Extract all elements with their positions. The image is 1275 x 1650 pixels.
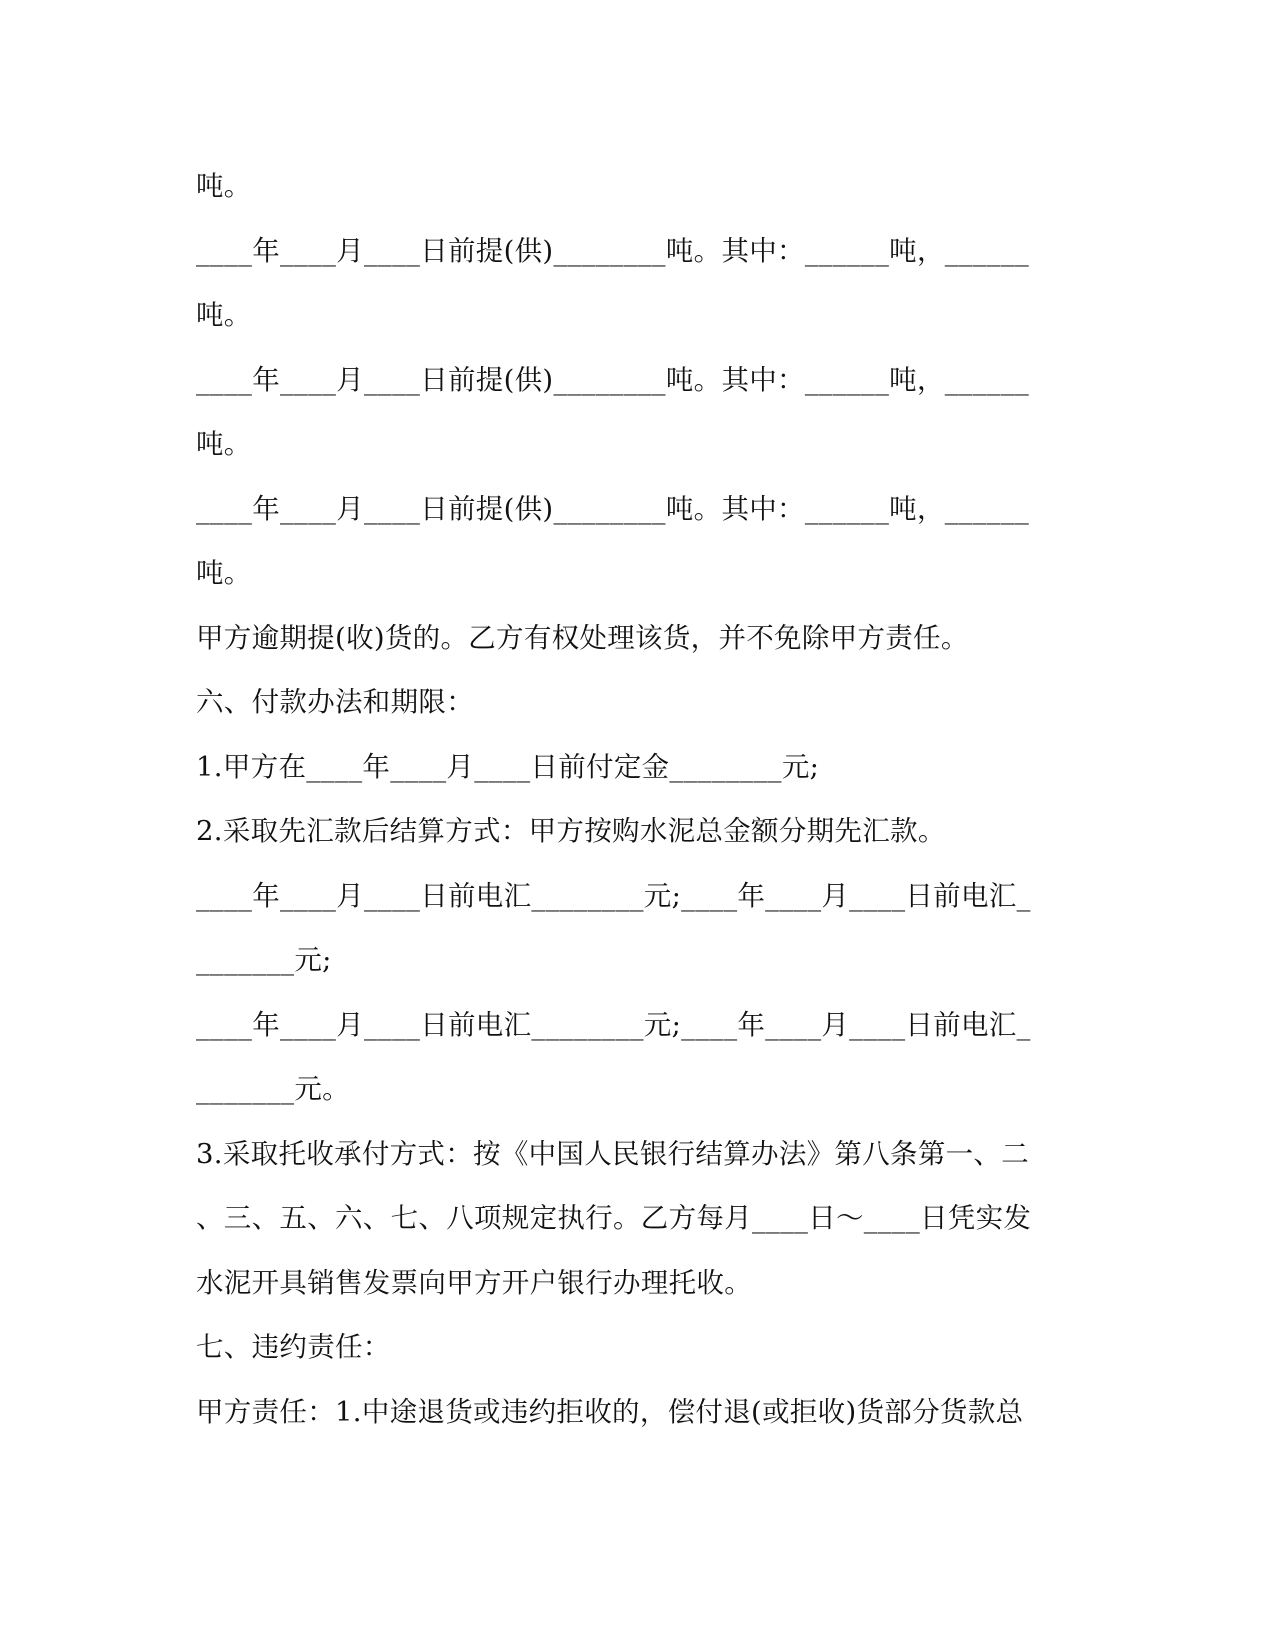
text-line-18: 水泥开具销售发票向甲方开户银行办理托收。 — [196, 1266, 752, 1299]
section-heading-liability: 七、违约责任： — [196, 1331, 391, 1363]
text-line-14: ____年____月____日前电汇________元;____年____月____日前电汇_ — [196, 1008, 1031, 1041]
text-line-6: ____年____月____日前提(供)________吨。其中：______吨，______ — [196, 492, 1030, 525]
text-line-3: 吨。 — [196, 299, 252, 331]
text-line-8: 甲方逾期提(收)货的。乙方有权处理该货，并不免除甲方责任。 — [196, 621, 969, 654]
text-line-11: 2.采取先汇款后结算方式：甲方按购水泥总金额分期先汇款。 — [196, 815, 946, 847]
section-heading-payment: 六、付款办法和期限： — [196, 686, 474, 718]
text-line-20: 甲方责任：1.中途退货或违约拒收的，偿付退(或拒收)货部分货款总 — [196, 1395, 1024, 1428]
text-line-2: ____年____月____日前提(供)________吨。其中：______吨，______ — [196, 234, 1030, 267]
text-line-15: _______元。 — [196, 1073, 350, 1105]
text-line-17: 、三、五、六、七、八项规定执行。乙方每月____日～____日凭实发 — [196, 1202, 1032, 1234]
text-line-5: 吨。 — [196, 428, 252, 460]
text-line-13: _______元; — [196, 944, 332, 976]
text-line-12: ____年____月____日前电汇________元;____年____月____日前电汇_ — [196, 879, 1031, 912]
text-line-16: 3.采取托收承付方式：按《中国人民银行结算办法》第八条第一、二 — [196, 1137, 1030, 1170]
text-line-10: 1.甲方在____年____月____日前付定金________元; — [196, 750, 820, 783]
text-line-1: 吨。 — [196, 170, 252, 202]
text-line-7: 吨。 — [196, 557, 252, 589]
contract-body — [196, 154, 1076, 1444]
text-line-4: ____年____月____日前提(供)________吨。其中：______吨，______ — [196, 363, 1030, 396]
